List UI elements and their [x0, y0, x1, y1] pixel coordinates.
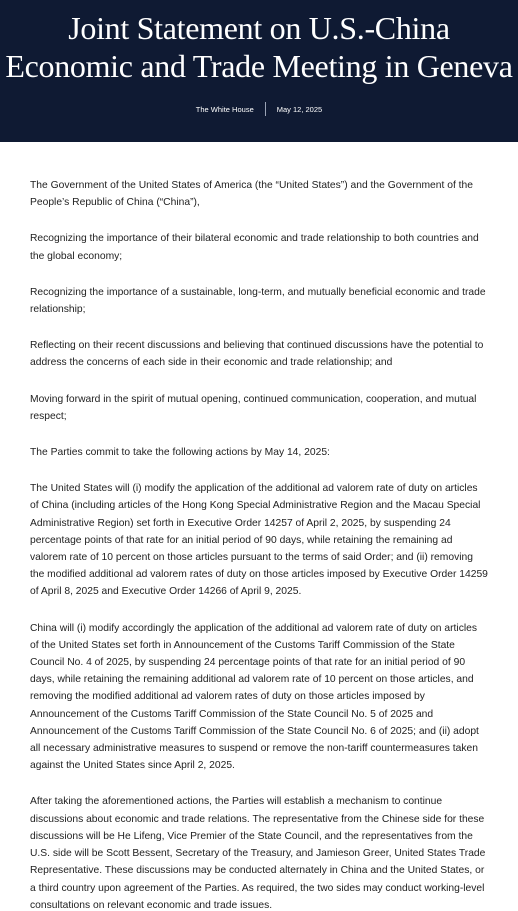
page-title [0, 9, 518, 85]
paragraph: Moving forward in the spirit of mutual opening, continued communication, cooperation, and mutual respect; [30, 393, 477, 422]
paragraph: Reflecting on their recent discussions and believing that continued discussions have the potential to address the concerns of each side in their economic and trade relationship; and [30, 340, 484, 369]
page-header [0, 0, 518, 142]
paragraph: After taking the aforementioned actions, the Parties will establish a mechanism to continue discussions about economic and trade relations. The representative from the Chinese side for these discussions will be He Lifeng, Vice Premier of the State Council, and the representatives from the U.S. side will be Scott Bessent, Secretary of the Treasury, and Jamieson Greer, United States Trade Representative. These discussions may be conducted alternately in China and the United States, or a third country upon agreement of the Parties. As required, the two sides may conduct working-level consultations on relevant economic and trade issues. [30, 796, 486, 911]
publish-date: May 12, 2025 [276, 104, 323, 114]
title-line-2: Economic and Trade Meeting in Geneva [5, 48, 513, 84]
paragraph: Recognizing the importance of their bilateral economic and trade relationship to both countries and the global economy; [30, 233, 479, 262]
article-body [0, 142, 518, 911]
paragraph: The United States will (i) modify the application of the additional ad valorem rate of duty on articles of China (including articles of the Hong Kong Special Administrative Region and the Macau Special Administrative Region) set forth in Executive Order 14257 of April 2, 2025, by suspending 24 percentage points of that rate for an initial period of 90 days, while retaining the remaining ad valorem rate of 10 percent on those articles pursuant to the terms of said Order; and (ii) removing the modified additional ad valorem rates of duty on those articles imposed by Executive Order 14259 of April 8, 2025 and Executive Order 14266 of April 9, 2025. [30, 483, 488, 598]
article-meta [0, 102, 518, 116]
paragraph: The Parties commit to take the following actions by May 14, 2025: [30, 447, 330, 459]
paragraph: Recognizing the importance of a sustainable, long-term, and mutually beneficial economic and trade relationship; [30, 286, 486, 316]
paragraph: China will (i) modify accordingly the application of the additional ad valorem rate of duty on articles of the United States set forth in Announcement of the Customs Tariff Commission of the State Council No. 4 of 2025, by suspending 24 percentage points of that rate for an initial period of 90 days, while retaining the remaining additional ad valorem rate of 10 percent on those articles, and removing the modified additional ad valorem rates of duty on those articles imposed by Announcement of the Customs Tariff Commission of the State Council No. 5 of 2025 and Announcement of the Customs Tariff Commission of the State Council No. 6 of 2025; and (ii) adopt all necessary administrative measures to suspend or remove the non-tariff countermeasures taken against the United States since April 2, 2025. [30, 622, 479, 772]
title-line-1: Joint Statement on U.S.-China [68, 10, 450, 46]
paragraph: The Government of the United States of America (the “United States”) and the Government of the People’s Republic of China (“China”), [30, 180, 473, 209]
source-link[interactable]: The White House [195, 104, 254, 114]
meta-divider [265, 102, 266, 116]
